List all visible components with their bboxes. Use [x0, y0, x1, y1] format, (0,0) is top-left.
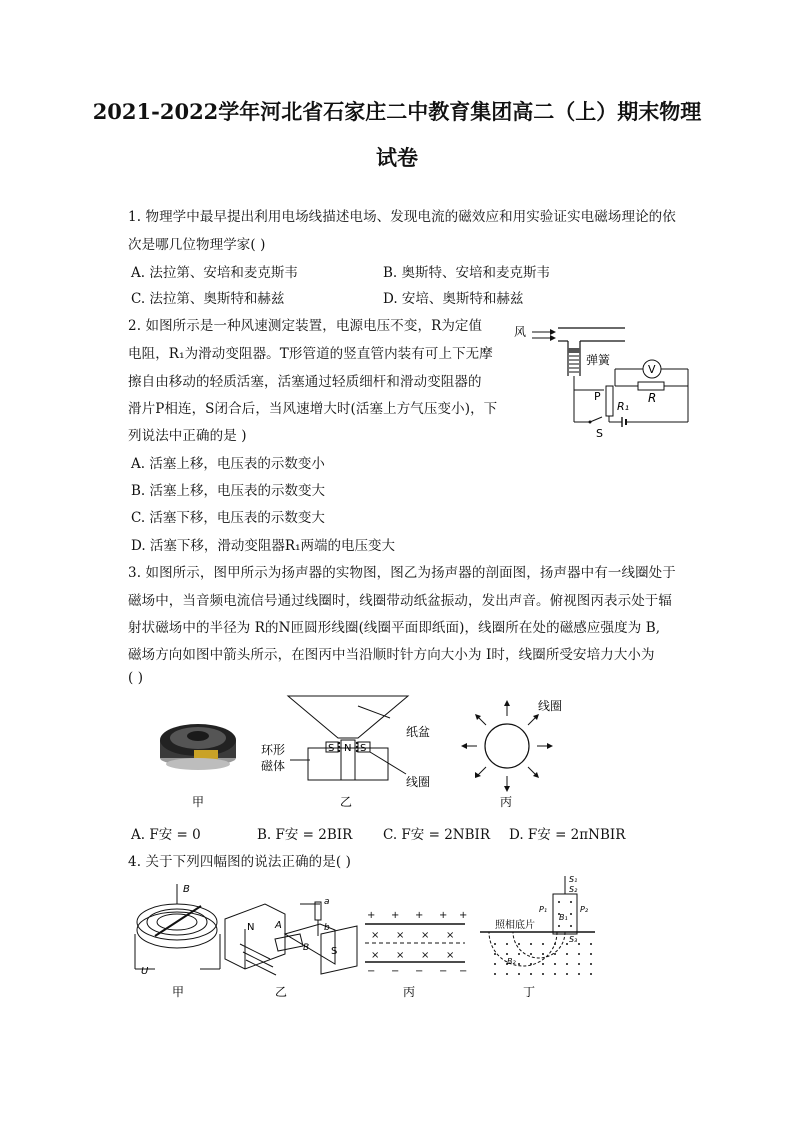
pole-s2-label: S — [360, 743, 367, 754]
q2-stem-line2: 电阻，R₁为滑动变阻器。T形管道的竖直管内装有可上下无摩 — [128, 346, 493, 362]
q2-wind-device-figure — [510, 320, 695, 440]
fig-ding-b1-label: B₁ — [559, 913, 568, 922]
fig-yi-magnets — [225, 902, 338, 975]
q1-stem-line1: 1. 物理学中最早提出利用电场线描述电场、发现电流的磁效应和用实验证实电磁场理论的依 — [128, 209, 676, 225]
switch-s-label: S — [596, 427, 603, 440]
svg-text:+: + — [367, 910, 376, 921]
svg-text:+: + — [415, 910, 424, 921]
q3-option-d: D. F安 = 2πNBIR — [509, 827, 626, 843]
fig-yi-s-label: S — [331, 946, 338, 957]
svg-text:+: + — [439, 910, 448, 921]
fig-ding-label: 丁 — [523, 985, 536, 999]
fig-jia-label: 甲 — [172, 985, 185, 999]
spring-label: 弹簧 — [586, 353, 611, 367]
svg-text:−: − — [459, 966, 468, 977]
piston — [568, 348, 580, 353]
fig-yi-label: 乙 — [275, 985, 288, 999]
wind-arrowhead-1 — [550, 329, 556, 335]
svg-text:×: × — [421, 950, 430, 961]
fig-jia-b-label: B — [183, 884, 190, 895]
q4-four-figures — [125, 874, 605, 1004]
fig-yi-s-block — [321, 926, 357, 974]
fig-yi-a-label: A — [275, 920, 282, 931]
fig-yi-b-label: B — [303, 943, 310, 953]
q3-option-a: A. F安 = 0 — [131, 827, 201, 843]
pole-n-label: N — [344, 743, 352, 754]
wind-label: 风 — [514, 325, 527, 339]
fig-yi-label: 乙 — [340, 795, 353, 809]
svg-text:×: × — [371, 930, 380, 941]
fig-ding-s2-label: S₂ — [569, 885, 578, 894]
svg-text:−: − — [391, 966, 400, 977]
page-title-line1: 2021-2022学年河北省石家庄二中教育集团高二（上）期末物理 — [92, 99, 702, 124]
fig-ding-s1-label: S₁ — [569, 875, 578, 884]
svg-text:−: − — [415, 966, 424, 977]
pole-s1-label: S — [328, 743, 335, 754]
q2-stem-line5: 列说法中正确的是 ) — [128, 428, 247, 444]
q1-option-b: B. 奥斯特、安培和麦克斯韦 — [383, 265, 551, 281]
fig-ding-s3-label: S₃ — [569, 935, 578, 944]
fig-ding-b2-label: B₂ — [507, 957, 516, 966]
fig-yi-n-label: N — [247, 922, 255, 933]
speaker-cross-section — [288, 696, 408, 780]
switch-contact — [589, 421, 592, 424]
ring-magnet-label-1: 环形 — [261, 743, 286, 757]
speaker-photo — [160, 724, 236, 770]
q3-stem-line5: ( ) — [128, 670, 144, 686]
fig-yi-small-a-label: a — [324, 897, 330, 907]
fig-bing-label: 丙 — [500, 795, 513, 809]
svg-text:×: × — [396, 930, 405, 941]
q2-option-c: C. 活塞下移，电压表的示数变大 — [131, 510, 325, 526]
fig-jia-disc — [135, 884, 220, 969]
slider-p-label: P — [594, 390, 601, 403]
q1-option-a: A. 法拉第、安培和麦克斯韦 — [131, 265, 298, 281]
q1-stem-line2: 次是哪几位物理学家( ) — [128, 237, 266, 253]
svg-text:×: × — [446, 930, 455, 941]
fig-jia-label: 甲 — [192, 795, 205, 809]
resistor-r-label: R — [648, 391, 657, 405]
q3-stem-line2: 磁场中，当音频电流信号通过线圈时，线圈带动纸盆振动，发出声音。俯视图丙表示处于辐 — [128, 593, 672, 609]
rheostat-r1 — [606, 386, 613, 416]
rheostat-r1-label: R₁ — [617, 400, 630, 413]
fig-yi-small-b-label: b — [324, 923, 330, 933]
svg-text:−: − — [367, 966, 376, 977]
q2-option-a: A. 活塞上移，电压表的示数变小 — [131, 456, 325, 472]
page-title-line2: 试卷 — [376, 145, 418, 170]
q1-option-c: C. 法拉第、奥斯特和赫兹 — [131, 291, 285, 307]
coil-label: 线圈 — [406, 775, 431, 789]
voltmeter-label: V — [648, 363, 656, 376]
wind-arrowhead-2 — [550, 335, 556, 341]
q2-option-b: B. 活塞上移，电压表的示数变大 — [131, 483, 326, 499]
q4-stem-line1: 4. 关于下列四幅图的说法正确的是( ) — [128, 854, 351, 870]
svg-text:×: × — [446, 950, 455, 961]
svg-text:×: × — [371, 950, 380, 961]
fig-ding-p2-label: P₂ — [580, 905, 589, 914]
fig-jia-u-label: U — [141, 966, 149, 977]
svg-text:+: + — [391, 910, 400, 921]
resistor-r — [638, 382, 664, 390]
switch-blade — [590, 417, 602, 422]
svg-text:−: − — [439, 966, 448, 977]
q3-speaker-figures — [150, 690, 620, 815]
q1-option-d: D. 安培、奥斯特和赫兹 — [383, 291, 524, 307]
q3-option-b: B. F安 = 2BIR — [257, 827, 353, 843]
q3-stem-line1: 3. 如图所示，图甲所示为扬声器的实物图，图乙为扬声器的剖面图，扬声器中有一线圈处于 — [128, 565, 676, 581]
radial-field-coil — [461, 700, 553, 792]
q2-stem-line3: 擦自由移动的轻质活塞，活塞通过轻质细杆和滑动变阻器的 — [128, 374, 482, 390]
svg-text:×: × — [421, 930, 430, 941]
fig-ding-film-label: 照相底片 — [495, 920, 535, 931]
q3-option-c: C. F安 = 2NBIR — [383, 827, 491, 843]
q2-stem-line1: 2. 如图所示是一种风速测定装置，电源电压不变，R为定值 — [128, 318, 483, 334]
q2-stem-line4: 滑片P相连，S闭合后，当风速增大时(活塞上方气压变小)，下 — [128, 401, 498, 417]
fig-ding-p1-label: P₁ — [539, 905, 548, 914]
coil-top-label: 线圈 — [538, 699, 563, 713]
ring-magnet-label-2: 磁体 — [261, 759, 286, 773]
svg-text:+: + — [459, 910, 468, 921]
svg-text:×: × — [396, 950, 405, 961]
q3-stem-line4: 磁场方向如图中箭头所示，在图丙中当沿顺时针方向大小为 I时，线圈所受安培力大小为 — [128, 647, 655, 663]
paper-cone-label: 纸盆 — [406, 725, 431, 739]
q2-option-d: D. 活塞下移，滑动变阻器R₁两端的电压变大 — [131, 538, 396, 554]
q3-stem-line3: 射状磁场中的半径为 R的N匝圆形线圈(线圈平面即纸面)，线圈所在处的磁感应强度为 B, — [128, 620, 661, 636]
fig-bing-label: 丙 — [403, 985, 416, 999]
spring-coils — [569, 356, 579, 372]
